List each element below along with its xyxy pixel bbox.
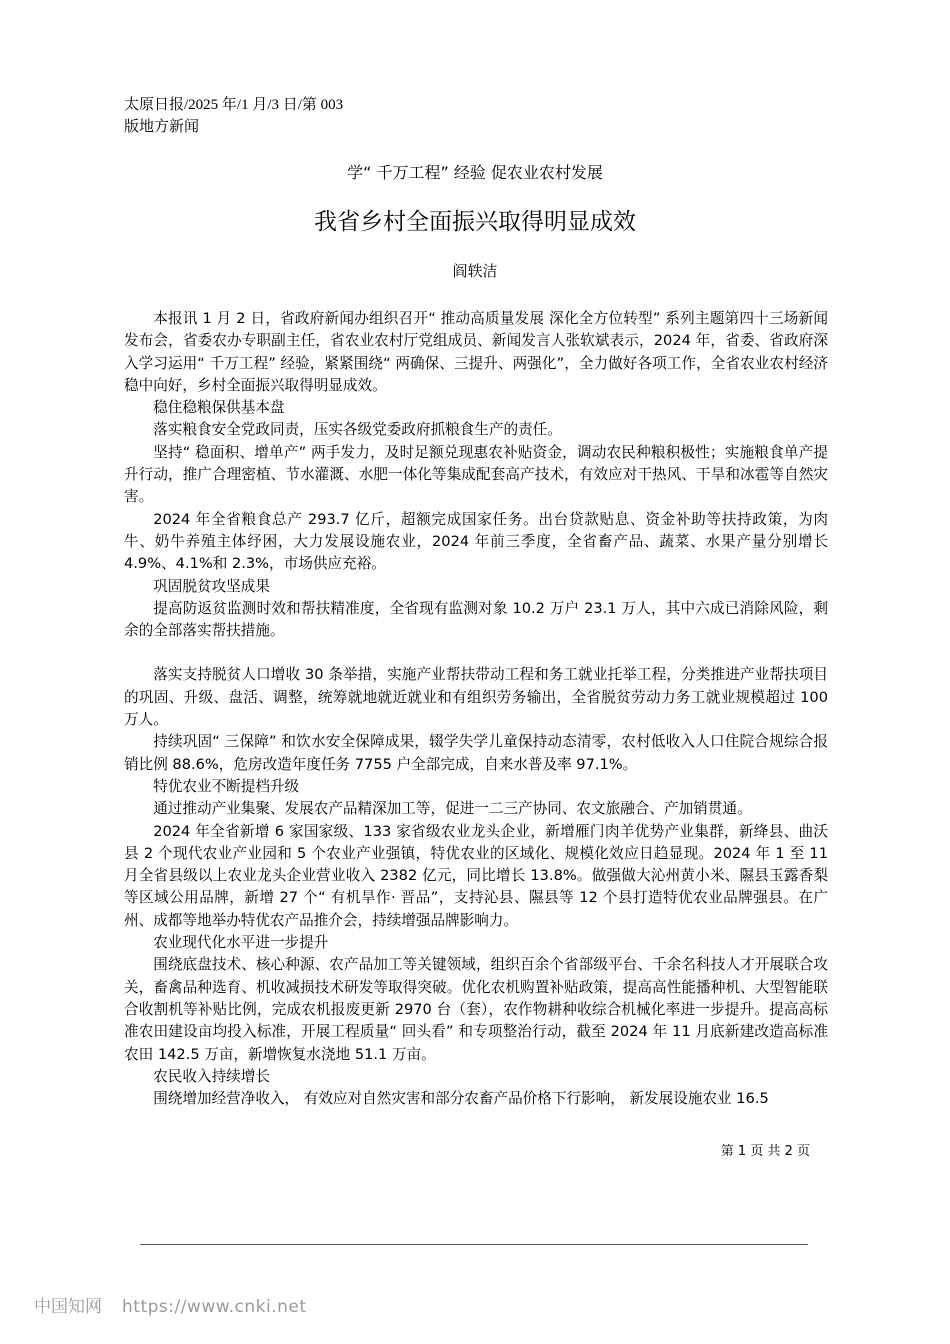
footer-divider	[140, 1244, 808, 1245]
source-line-2: 版地方新闻	[124, 119, 200, 135]
section-heading: 巩固脱贫攻坚成果	[153, 577, 270, 595]
section-heading: 特优农业不断提档升级	[153, 777, 300, 795]
section-heading: 稳住稳粮保供基本盘	[153, 399, 285, 417]
watermark-brand: 中国知网	[34, 1297, 102, 1317]
source-line-1: 太原日报/2025 年/1 月/3 日/第 003	[124, 97, 344, 113]
paragraph: 2024 年全省粮食总产 293.7 亿斤，超额完成国家任务。出台贷款贴息、资金补助等扶持政策，为肉牛、奶牛养殖主体纾困，大力发展设施农业，2024 年前三季度，全省畜产品、蔬菜、水果产量分别增长 4.9%、4.1%和 2.3%，市场供应充裕。	[124, 510, 828, 573]
paragraph: 坚持“ 稳面积、增单产” 两手发力，及时足额兑现惠农补贴资金，调动农民种粮积极性；实施粮食单产提升行动，推广合理密植、节水灌溉、水肥一体化等集成配套高产技术，有效应对干热风、干旱和冰雹等自然灾害。	[124, 443, 828, 506]
paragraph: 落实粮食安全党政同责，压实各级党委政府抓粮食生产的责任。	[153, 421, 562, 439]
paragraph: 持续巩固“ 三保障” 和饮水安全保障成果，辍学失学儿童保持动态清零，农村低收入人口住院合规综合报销比例 88.6%，危房改造年度任务 7755 户全部完成，自来水普及率 97.1%。	[124, 733, 828, 773]
paragraph: 落实支持脱贫人口增收 30 条举措，实施产业帮扶带动工程和务工就业托举工程，分类推进产业帮扶项目的巩固、升级、盘活、调整，统筹就地就近就业和有组织劳务输出，全省脱贫劳动力务工就业规模超过 100 万人。	[124, 666, 828, 729]
article-body	[124, 308, 828, 1110]
watermark-url: https://www.cnki.net	[122, 1297, 307, 1317]
page-number: 第 1 页 共 2 页	[720, 1144, 810, 1159]
article-author: 阎轶洁	[452, 262, 498, 280]
source-line	[124, 94, 424, 138]
paragraph: 围绕增加经营净收入， 有效应对自然灾害和部分农畜产品价格下行影响， 新发展设施农业 16.5	[153, 1090, 769, 1108]
blank-line	[124, 642, 828, 664]
paragraph: 围绕底盘技术、核心种源、农产品加工等关键领域，组织百余个省部级平台、千余名科技人才开展联合攻关，畜禽品种选育、机收减损技术研发等取得突破。优化农机购置补贴政策，提高高性能播种机、大型智能联合收割机等补贴比例，完成农机报废更新 2970 台（套），农作物耕种收综合机械化率进一步提升。提高高标准农田建设亩均投入标准，开展工程质量“ 回头看” 和专项整治行动，截至 2024 年 11 月底新建改造高标准农田 142.5 万亩，新增恢复水浇地 51.1 万亩。	[124, 956, 828, 1063]
cnki-watermark	[34, 1296, 306, 1318]
paragraph: 提高防返贫监测时效和帮扶精准度，全省现有监测对象 10.2 万户 23.1 万人，其中六成已消除风险，剩余的全部落实帮扶措施。	[124, 599, 828, 640]
section-heading: 农民收入持续增长	[153, 1067, 270, 1085]
paragraph: 2024 年全省新增 6 家国家级、133 家省级农业龙头企业，新增雁门肉羊优势产业集群，新绛县、曲沃县 2 个现代农业产业园和 5 个农业产业强镇，特优农业的区域化、规模化效应日趋显现。2024 年 1 至 11 月全省县级以上农业龙头企业营业收入 2382 亿元，同比增长 13.8%。做强做大沁州黄小米、隰县玉露香梨等区域公用品牌，新增 27 个“ 有机旱作· 晋品”，支持沁县、隰县等 12 个县打造特优农业品牌强县。在广州、成都等地举办特优农产品推介会，持续增强品牌影响力。	[124, 822, 828, 929]
paragraph: 本报讯 1 月 2 日，省政府新闻办组织召开“ 推动高质量发展 深化全方位转型” 系列主题第四十三场新闻发布会，省委农办专职副主任，省农业农村厅党组成员、新闻发言人张软斌表示，2024 年，省委、省政府深入学习运用“ 千万工程” 经验，紧紧围绕“ 两确保、三提升、两强化”，全力做好各项工作，全省农业农村经济稳中向好，乡村全面振兴取得明显成效。	[124, 310, 828, 394]
section-heading: 农业现代化水平进一步提升	[153, 934, 329, 952]
article-title: 我省乡村全面振兴取得明显成效	[314, 209, 636, 235]
paragraph: 通过推动产业集聚、发展农产品精深加工等，促进一二三产协同、农文旅融合、产加销贯通。	[153, 800, 752, 818]
article-subtitle: 学“ 千万工程” 经验 促农业农村发展	[347, 163, 603, 182]
